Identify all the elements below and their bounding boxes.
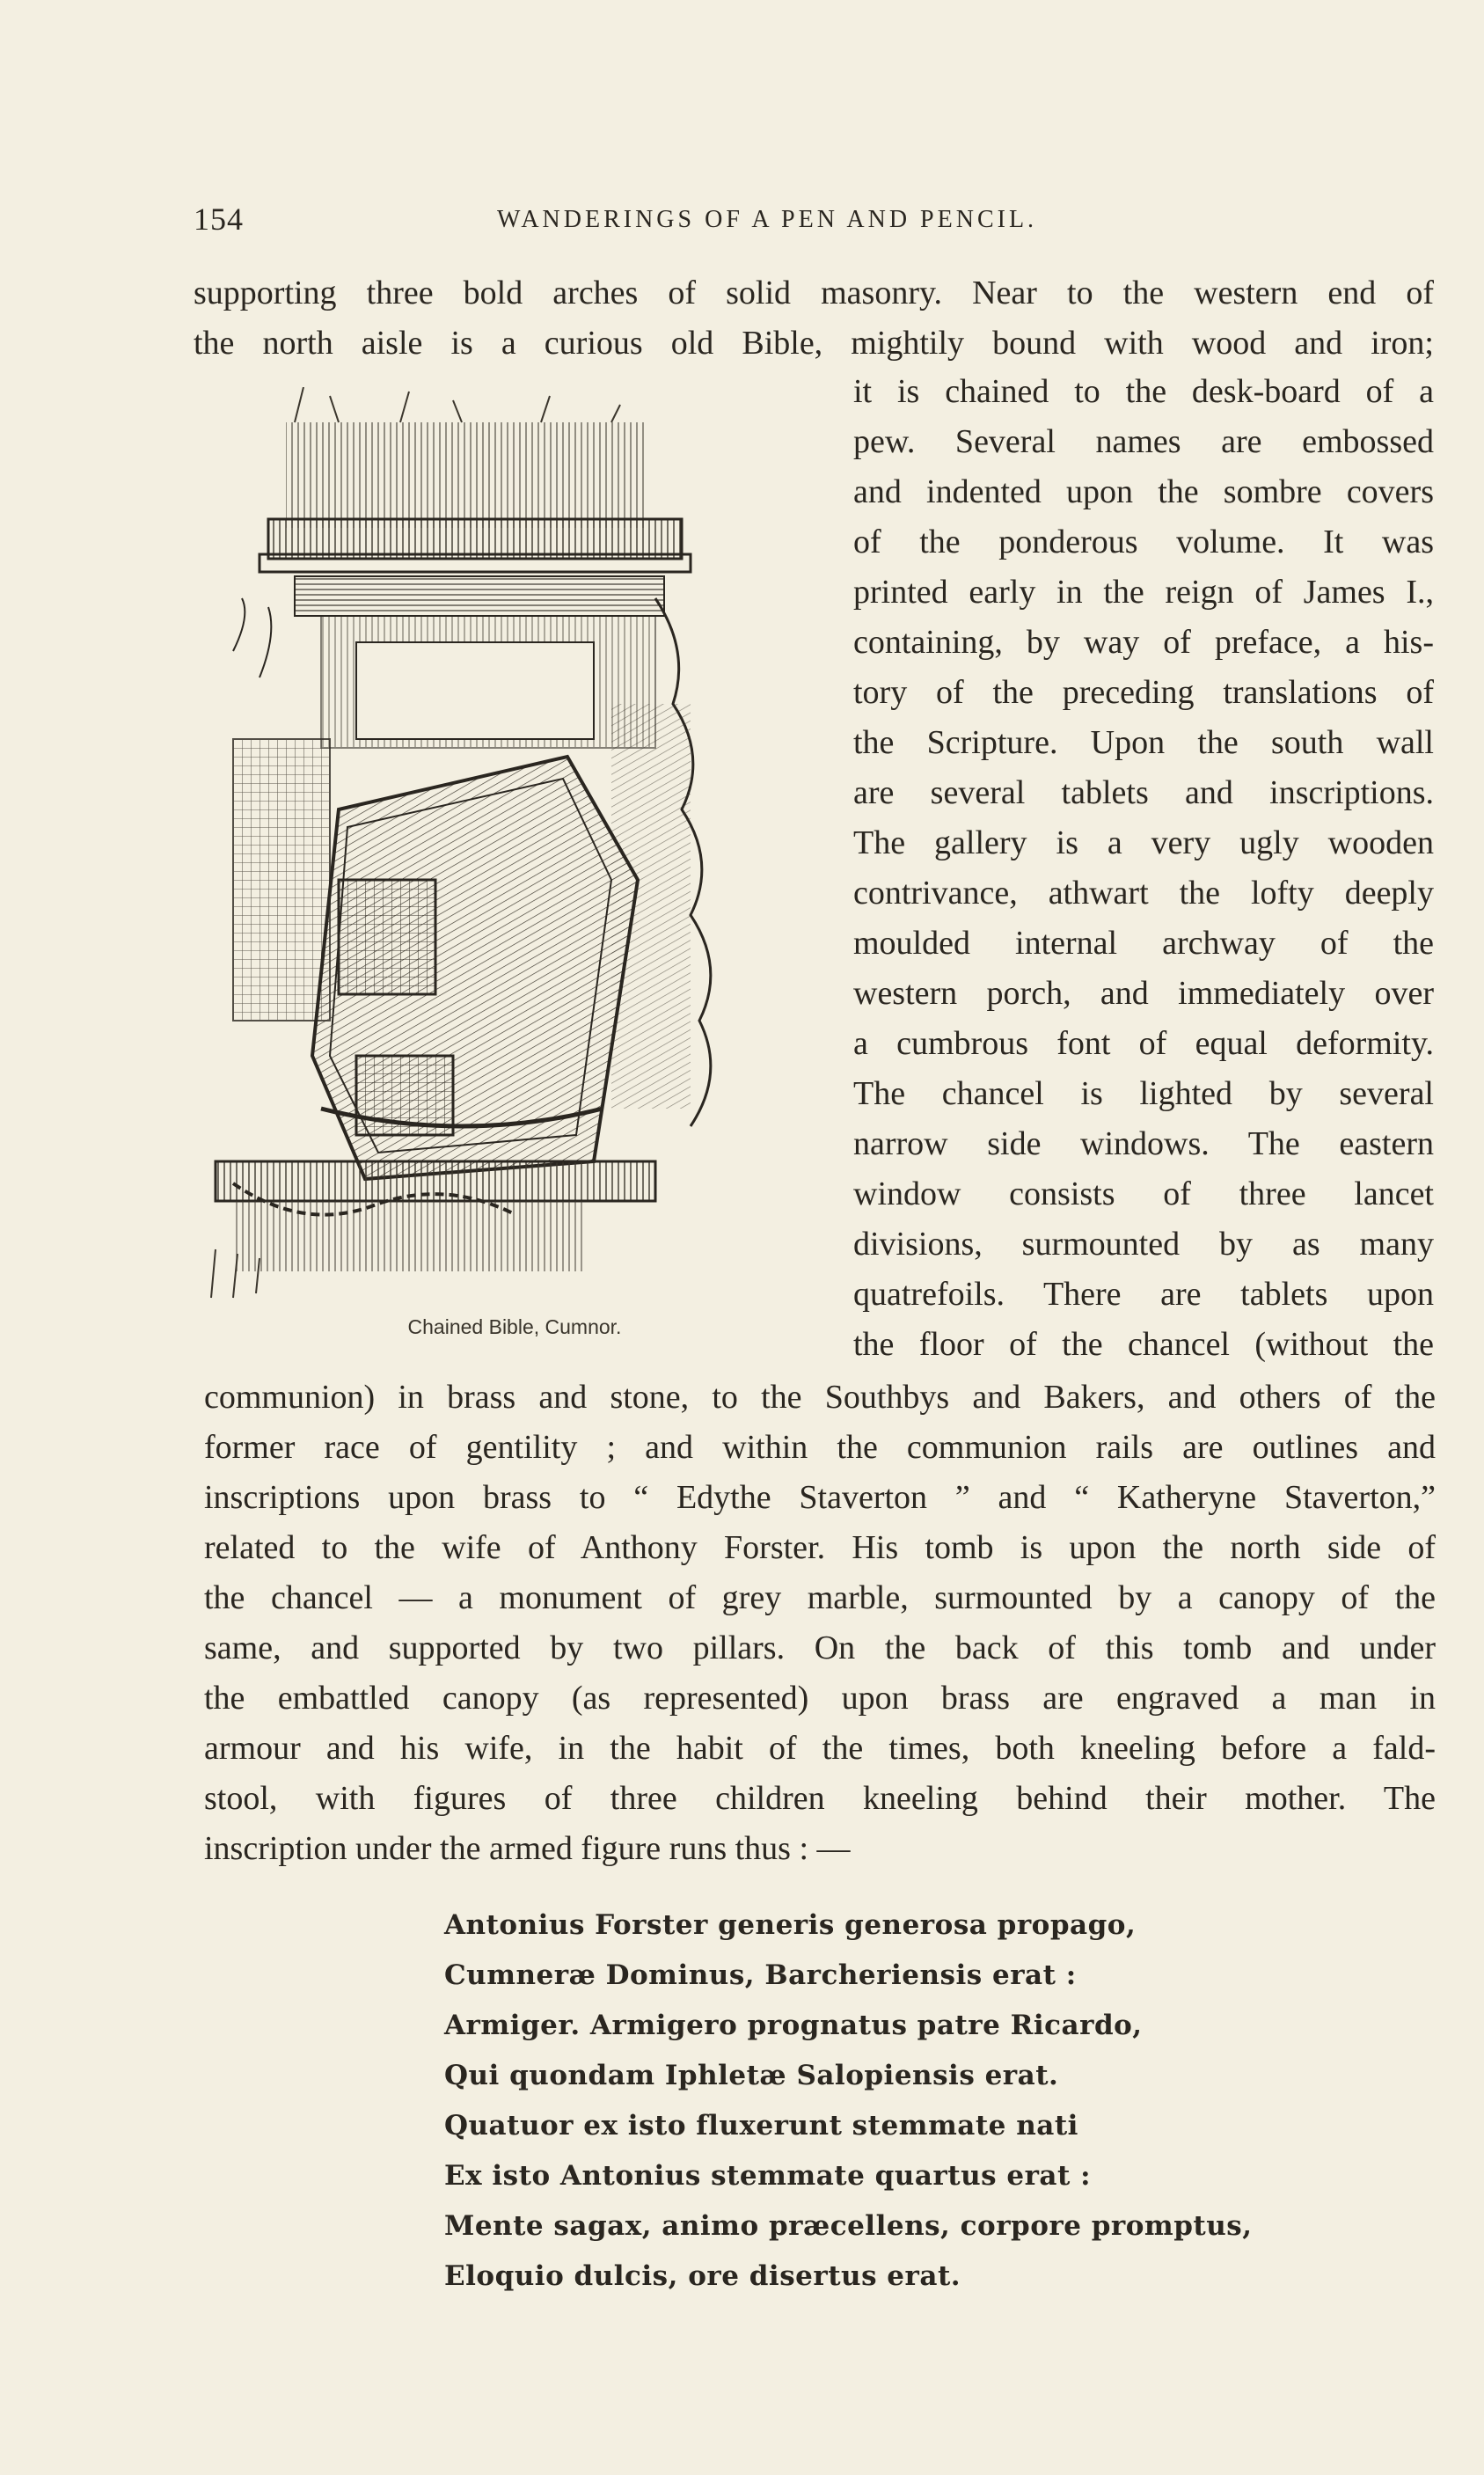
text-line: printed early in the reign of James I., xyxy=(853,574,1434,611)
inscription-line: Ex isto Antonius stemmate quartus erat : xyxy=(444,2160,1092,2192)
inscription-line: Armiger. Armigero prognatus patre Ricardo, xyxy=(444,2010,1143,2041)
text-line: quatrefoils. There are tablets upon xyxy=(853,1276,1434,1313)
figure-caption: Chained Bible, Cumnor. xyxy=(407,1315,622,1338)
text-line: pew. Several names are embossed xyxy=(853,423,1434,460)
text-line: The gallery is a very ugly wooden xyxy=(853,824,1434,861)
text-line: divisions, surmounted by as many xyxy=(853,1226,1434,1263)
text-line: related to the wife of Anthony Forster. His tomb is upon the north side of xyxy=(204,1529,1436,1566)
inscription-line: Cumneræ Dominus, Barcheriensis erat : xyxy=(444,1959,1077,1991)
text-line: it is chained to the desk-board of a xyxy=(853,373,1434,410)
opening-paragraph xyxy=(194,268,1434,369)
text-line: tory of the preceding translations of xyxy=(853,674,1434,711)
page-number: 154 xyxy=(194,201,244,237)
text-line: inscription under the armed figure runs thus : — xyxy=(204,1830,851,1867)
text-line: window consists of three lancet xyxy=(853,1175,1434,1212)
inscription-line: Quatuor ex isto fluxerunt stemmate nati xyxy=(444,2110,1078,2142)
inscription-line: Qui quondam Iphletæ Salopiensis erat. xyxy=(444,2060,1059,2091)
text-line: are several tablets and inscriptions. xyxy=(853,774,1434,811)
text-line: the Scripture. Upon the south wall xyxy=(853,724,1434,761)
wrapped-paragraph xyxy=(853,367,1434,1370)
inscription-line: Antonius Forster generis generosa propago, xyxy=(444,1909,1137,1941)
text-line: the floor of the chancel (without the xyxy=(853,1326,1434,1363)
text-line: containing, by way of preface, a his- xyxy=(853,624,1434,661)
text-line: moulded internal archway of the xyxy=(853,925,1434,962)
figure-chained-bible xyxy=(198,387,831,1351)
text-line: inscriptions upon brass to “ Edythe Staverton ” and “ Katheryne Staverton,” xyxy=(204,1479,1436,1516)
text-line: western porch, and immediately over xyxy=(853,975,1434,1012)
text-line: narrow side windows. The eastern xyxy=(853,1125,1434,1162)
chained-bible-illustration xyxy=(198,387,831,1302)
text-line: same, and supported by two pillars. On the back of this tomb and under xyxy=(204,1629,1436,1666)
continued-paragraph xyxy=(204,1373,1436,1874)
text-line: The chancel is lighted by several xyxy=(853,1075,1434,1112)
latin-inscription xyxy=(444,1900,1412,2302)
text-line: communion) in brass and stone, to the Southbys and Bakers, and others of the xyxy=(204,1379,1436,1416)
inscription-line: Mente sagax, animo præcellens, corpore promptus, xyxy=(444,2210,1253,2242)
text-line: of the ponderous volume. It was xyxy=(853,524,1434,560)
page-header xyxy=(194,201,1434,253)
text-line: stool, with figures of three children kneeling behind their mother. The xyxy=(204,1780,1436,1817)
text-line: the chancel — a monument of grey marble, surmounted by a canopy of the xyxy=(204,1579,1436,1616)
text-line: supporting three bold arches of solid masonry. Near to the western end of xyxy=(194,275,1434,311)
text-line: the north aisle is a curious old Bible, mightily bound with wood and iron; xyxy=(194,325,1434,362)
text-line: the embattled canopy (as represented) upon brass are engraved a man in xyxy=(204,1680,1436,1717)
inscription-line: Eloquio dulcis, ore disertus erat. xyxy=(444,2260,961,2292)
text-line: and indented upon the sombre covers xyxy=(853,473,1434,510)
text-line: contrivance, athwart the lofty deeply xyxy=(853,875,1434,912)
text-line: armour and his wife, in the habit of the times, both kneeling before a fald- xyxy=(204,1730,1436,1767)
text-line: a cumbrous font of equal deformity. xyxy=(853,1025,1434,1062)
running-title: WANDERINGS OF A PEN AND PENCIL. xyxy=(497,206,1038,233)
text-line: former race of gentility ; and within the communion rails are outlines and xyxy=(204,1429,1436,1466)
